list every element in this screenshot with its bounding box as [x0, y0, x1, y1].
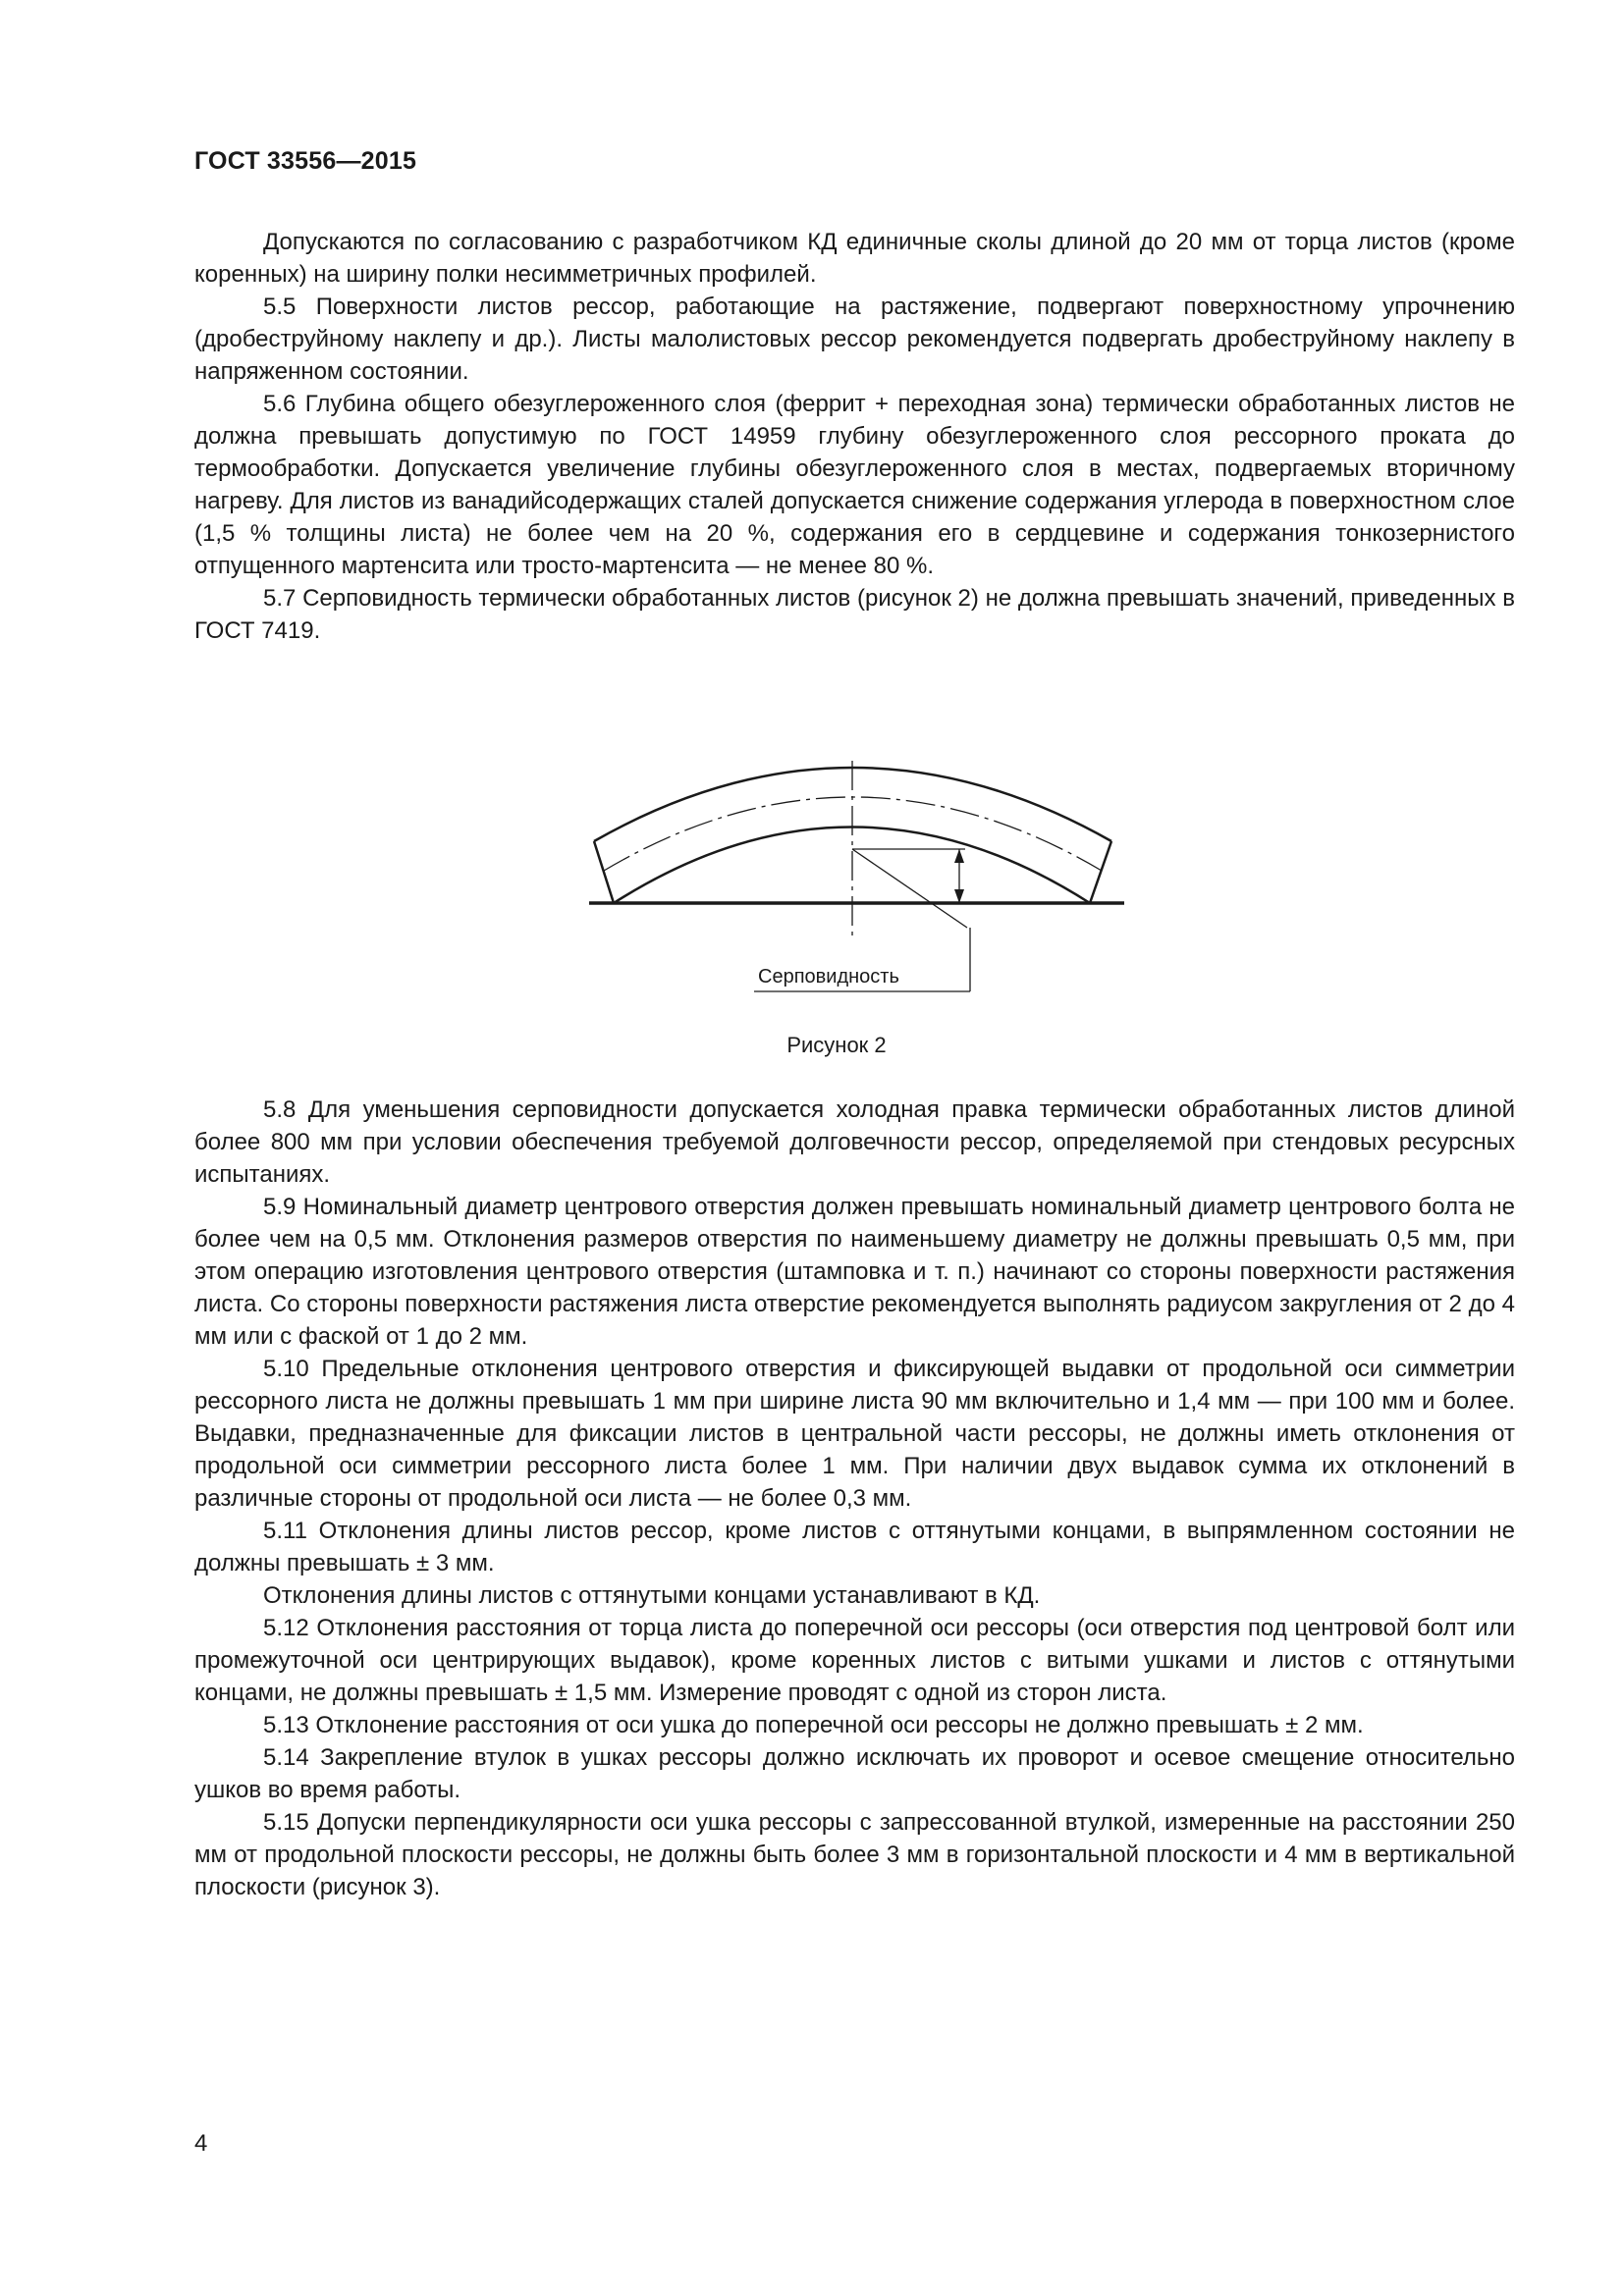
paragraph-5-6: 5.6 Глубина общего обезуглероженного слоя (феррит + переходная зона) термически обработанных листов не должна превышать допустимую по ГОСТ 14959 глубину обезуглероженного слоя рессорного проката до термообработки. Допускается увеличение глубины обезуглероженного слоя в местах, подвергаемых вторичному нагреву. Для листов из ванадийсодержащих сталей допускается снижение содержания углерода в поверхностном слое (1,5 % толщины листа) не более чем на 20 %, содержания его в сердцевине и содержания тонкозернистого отпущенного мартенсита или тросто-мартенсита — не менее 80 %.: [194, 391, 1515, 579]
text-block-bottom: [194, 1094, 1515, 1903]
paragraph-5-12: 5.12 Отклонения расстояния от торца листа до поперечной оси рессоры (оси отверстия под центровой болт или промежуточной оси центрирующих выдавок), кроме коренных листов с витыми ушками и листов с оттянутыми концами, не должны превышать ± 1,5 мм. Измерение проводят с одной из сторон листа.: [194, 1615, 1515, 1706]
leaf-right-end: [1090, 841, 1111, 903]
paragraph-5-5: 5.5 Поверхности листов рессор, работающие на растяжение, подвергают поверхностному упрочнению (дробеструйному наклепу и др.). Листы малолистовых рессор рекомендуется подвергать дробеструйному наклепу в напряженном состоянии.: [194, 294, 1515, 385]
paragraph-chips: Допускаются по согласованию с разработчиком КД единичные сколы длиной до 20 мм от торца листов (кроме коренных) на ширину полки несимметричных профилей.: [194, 229, 1515, 288]
text-block-top: [194, 226, 1515, 647]
paragraph-5-15: 5.15 Допуски перпендикулярности оси ушка рессоры с запрессованной втулкой, измеренные на расстоянии 250 мм от продольной плоскости рессоры, не должны быть более 3 мм в горизонтальной плоскости и 4 мм в вертикальной плоскости (рисунок 3).: [194, 1809, 1515, 1900]
paragraph-5-7: 5.7 Серповидность термически обработанных листов (рисунок 2) не должна превышать значений, приведенных в ГОСТ 7419.: [194, 585, 1515, 644]
arrowhead-bottom: [954, 889, 964, 903]
arrowhead-top: [954, 849, 964, 863]
figure-2: [569, 761, 1139, 996]
paragraph-5-8: 5.8 Для уменьшения серповидности допускается холодная правка термически обработанных листов длиной более 800 мм при условии обеспечения требуемой долговечности рессор, определяемой при стендовых ресурсных испытаниях.: [194, 1096, 1515, 1188]
paragraph-5-11: 5.11 Отклонения длины листов рессор, кроме листов с оттянутыми концами, в выпрямленном состоянии не должны превышать ± 3 мм.: [194, 1518, 1515, 1576]
paragraph-5-9: 5.9 Номинальный диаметр центрового отверстия должен превышать номинальный диаметр центрового болта не более чем на 0,5 мм. Отклонения размеров отверстия по наименьшему диаметру не должны превышать 0,5 мм, при этом операцию изготовления центрового отверстия (штамповка и т. п.) начинают со стороны поверхности растяжения листа. Со стороны поверхности растяжения листа отверстие рекомендуется выполнять радиусом закругления от 2 до 4 мм или с фаской от 1 до 2 мм.: [194, 1194, 1515, 1350]
paragraph-length-deviation: Отклонения длины листов с оттянутыми концами устанавливают в КД.: [263, 1582, 1041, 1609]
figure-caption: Рисунок 2: [786, 1033, 887, 1057]
camber-label: Серповидность: [758, 966, 899, 988]
document-header: ГОСТ 33556—2015: [194, 147, 417, 175]
leaf-left-end: [594, 841, 614, 903]
paragraph-5-13: 5.13 Отклонение расстояния от оси ушка до поперечной оси рессоры не должно превышать ± 2 мм.: [263, 1712, 1364, 1738]
page-number: 4: [194, 2130, 208, 2157]
leader-line: [852, 849, 967, 928]
paragraph-5-14: 5.14 Закрепление втулок в ушках рессоры должно исключать их проворот и осевое смещение относительно ушков во время работы.: [194, 1744, 1515, 1803]
paragraph-5-10: 5.10 Предельные отклонения центрового отверстия и фиксирующей выдавки от продольной оси симметрии рессорного листа не должны превышать 1 мм при ширине листа 90 мм включительно и 1,4 мм — при 100 мм и более. Выдавки, предназначенные для фиксации листов в центральной части рессоры, не должны иметь отклонения от продольной оси симметрии рессорного листа более 1 мм. При наличии двух выдавок сумма их отклонений в различные стороны от продольной оси листа — не более 0,3 мм.: [194, 1356, 1515, 1512]
camber-diagram: [569, 761, 1139, 996]
